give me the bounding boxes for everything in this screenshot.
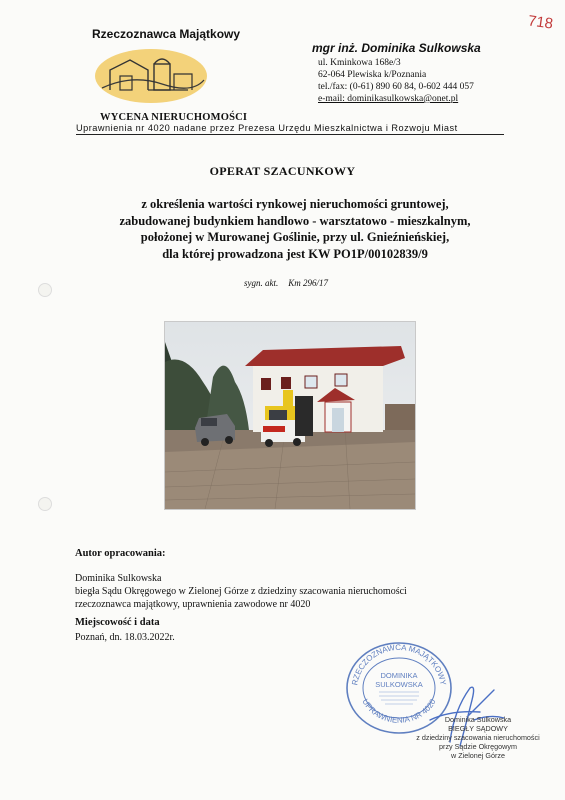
court-stamp-line: BIEGŁY SĄDOWY — [448, 724, 508, 733]
contact-address: ul. Kminkowa 168e/3 — [318, 58, 401, 68]
company-subtitle: WYCENA NIERUCHOMOŚCI — [100, 112, 248, 123]
contact-phone: tel./fax: (0-61) 890 60 84, 0-602 444 057 — [318, 82, 474, 92]
punch-hole — [38, 283, 52, 297]
stamp-name-first: DOMINIKA — [380, 671, 418, 680]
subject-line: dla której prowadzona jest KW PO1P/00102839/9 — [162, 246, 428, 261]
court-stamp-line: w Zielonej Górze — [451, 751, 505, 760]
stamp-ring-bottom: UPRAWNIENIA NR 4020 — [360, 697, 438, 725]
author-label: Autor opracowania: — [75, 548, 166, 559]
case-signature — [244, 278, 328, 288]
subject-line: położonej w Murowanej Goślinie, przy ul. Gnieźnieńskiej, — [140, 230, 450, 244]
author-block — [75, 572, 407, 611]
license-line: Uprawnienia nr 4020 nadane przez Prezesa Urzędu Mieszkalnictwa i Rozwoju Miast — [76, 123, 504, 135]
stamp-ring-top: RZECZOZNAWCA MAJĄTKOWY — [350, 642, 448, 686]
place-date-label: Miejscowość i data — [75, 617, 160, 628]
place-date-value: Poznań, dn. 18.03.2022r. — [75, 632, 175, 643]
document-subject — [60, 196, 530, 262]
court-stamp-line: z dziedziny szacowania nieruchomości — [416, 733, 540, 742]
author-detail: biegła Sądu Okręgowego w Zielonej Górze z dziedziny szacowania nieruchomości — [75, 586, 407, 597]
appraiser-name: mgr inż. Dominika Sulkowska — [312, 41, 481, 55]
page-number: 718 — [526, 12, 555, 33]
court-stamp-line: Dominika Sulkowska — [444, 715, 512, 724]
court-expert-stamp — [408, 715, 548, 760]
subject-line: zabudowanej budynkiem handlowo - warsztatowo - mieszkalnym, — [119, 213, 471, 228]
case-signature-value: Km 296/17 — [288, 278, 329, 288]
logo-icon — [92, 44, 210, 104]
author-detail: rzeczoznawca majątkowy, uprawnienia zawodowe nr 4020 — [75, 599, 311, 610]
case-signature-label: sygn. akt. — [244, 278, 279, 288]
contact-email: e-mail: dominikasulkowska@onet.pl — [318, 94, 459, 104]
company-name: Rzeczoznawca Majątkowy — [92, 27, 241, 41]
property-photo — [164, 321, 416, 510]
subject-line: z określenia wartości rynkowej nieruchomości gruntowej, — [141, 197, 449, 211]
court-stamp-line: przy Sądzie Okręgowym — [439, 742, 517, 751]
contact-city: 62-064 Plewiska k/Poznania — [318, 70, 427, 80]
contact-block — [318, 57, 474, 105]
punch-hole — [38, 497, 52, 511]
document-title: OPERAT SZACUNKOWY — [209, 164, 356, 178]
author-name: Dominika Sulkowska — [75, 573, 162, 584]
stamp-name-last: SULKOWSKA — [375, 680, 423, 689]
